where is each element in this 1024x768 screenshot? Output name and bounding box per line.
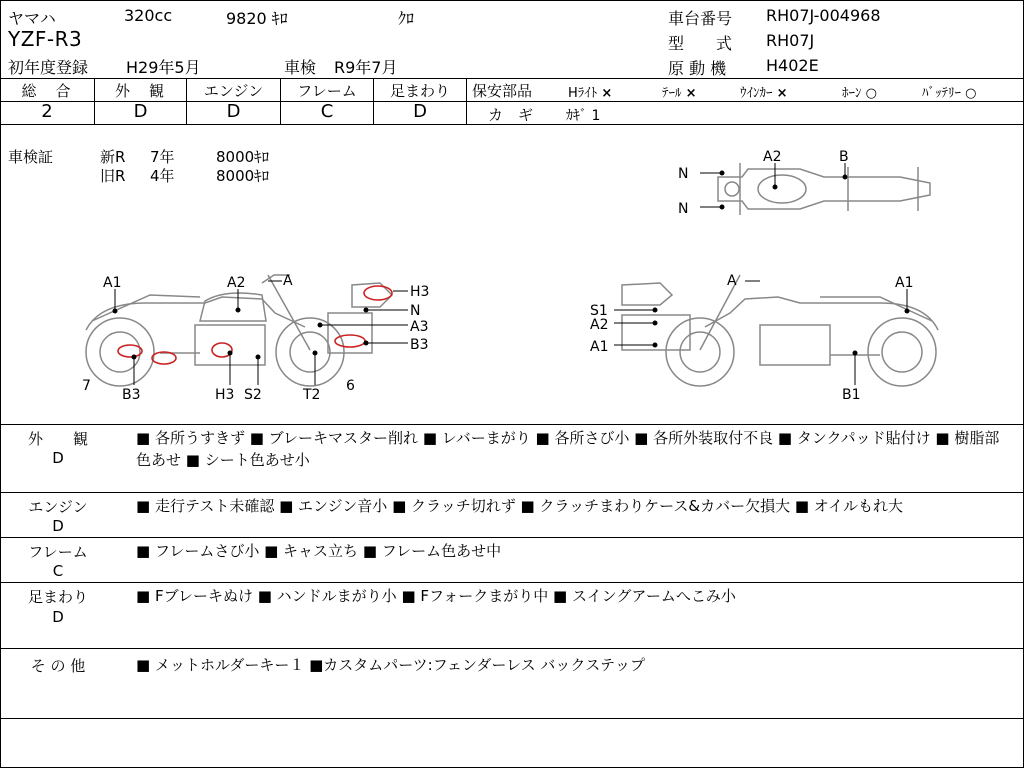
label-right-a1: A1	[895, 275, 914, 291]
cert-new-kind: 新R	[100, 148, 126, 166]
finding-category-other: そ の 他	[30, 657, 86, 675]
finding-category-suspension: 足まわり	[27, 588, 88, 606]
label-left-7: 7	[82, 378, 91, 394]
maker: ヤマハ	[8, 9, 56, 28]
frame-number-value: RH07J-004968	[766, 6, 881, 25]
engine-type-label: 原 動 機	[668, 59, 727, 78]
label-right-s1: S1	[590, 303, 608, 319]
frame-number-label: 車台番号	[668, 9, 733, 28]
label-left-a2: A2	[227, 275, 246, 291]
grade-suspension: D	[413, 101, 427, 122]
divider	[0, 424, 1024, 425]
grade-header-engine: エンジン	[203, 82, 264, 100]
cert-old-distance: 8000ｷﾛ	[216, 167, 270, 185]
safety-parts-label: 保安部品	[472, 82, 533, 100]
label-left-s2: S2	[244, 387, 262, 403]
divider	[0, 648, 1024, 649]
damage-mark	[152, 352, 176, 364]
finding-grade-exterior: D	[52, 449, 64, 467]
damage-mark	[364, 286, 392, 300]
finding-text-suspension: ■ Fブレーキぬけ ■ ハンドルまがり小 ■ Fフォークまがり中 ■ スイングアームへこみ小	[136, 587, 736, 605]
type-value: RH07J	[766, 31, 815, 50]
safety-horn: ﾎｰﾝ ○	[842, 86, 877, 101]
finding-grade-engine: D	[52, 517, 64, 535]
cert-old-kind: 旧R	[100, 167, 126, 185]
engine-type-value: H402E	[766, 56, 819, 75]
label-left-a: A	[283, 273, 293, 289]
finding-grade-suspension: D	[52, 608, 64, 626]
grade-header-overall: 総 合	[21, 82, 73, 100]
divider	[0, 718, 1024, 719]
cert-new-year: 7年	[150, 148, 175, 166]
label-left-h3-bottom: H3	[215, 387, 235, 403]
first-registration-label: 初年度登録	[8, 58, 89, 77]
certificate-label: 車検証	[8, 148, 54, 166]
grade-header-exterior: 外 観	[114, 82, 166, 100]
label-left-a3: A3	[410, 319, 429, 335]
model-name: YZF-R3	[8, 27, 83, 51]
finding-category-exterior: 外 観	[27, 430, 88, 448]
color: ｸﾛ	[398, 9, 415, 28]
grade-header-suspension: 足まわり	[389, 82, 450, 100]
label-left-a1: A1	[103, 275, 122, 291]
divider	[0, 582, 1024, 583]
finding-text-engine: ■ 走行テスト未確認 ■ エンジン音小 ■ クラッチ切れず ■ クラッチまわりケース&カバー欠損大 ■ オイルもれ大	[136, 497, 904, 515]
finding-category-engine: エンジン	[28, 498, 88, 516]
label-left-b3-right: B3	[410, 337, 429, 353]
label-left-n: N	[410, 303, 421, 319]
finding-grade-frame: C	[52, 562, 64, 580]
finding-category-frame: フレーム	[28, 543, 88, 561]
displacement: 320cc	[124, 6, 173, 25]
inspection-label: 車検	[284, 58, 317, 77]
divider	[0, 492, 1024, 493]
safety-battery: ﾊﾞｯﾃﾘｰ ○	[922, 86, 977, 101]
type-label: 型 式	[668, 34, 733, 53]
grade-exterior: D	[133, 101, 148, 122]
safety-winker: ｳｲﾝｶｰ ×	[740, 86, 788, 101]
label-right-b1: B1	[842, 387, 861, 403]
safety-headlight: Hﾗｲﾄ ×	[568, 86, 613, 101]
key-value: ｶｷﾞ 1	[566, 108, 601, 124]
damage-diagram	[0, 125, 1024, 423]
left-view-motorcycle	[86, 275, 392, 386]
grade-frame: C	[320, 101, 334, 122]
label-right-a: A	[727, 273, 737, 289]
finding-text-other: ■ メットホルダーキー１ ■カスタムパーツ:フェンダーレス バックステップ	[136, 656, 645, 674]
label-right-a1-left: A1	[590, 339, 609, 355]
first-registration-value: H29年5月	[126, 58, 201, 77]
label-top-n1: N	[678, 166, 689, 182]
damage-mark	[118, 345, 142, 357]
cert-new-distance: 8000ｷﾛ	[216, 148, 270, 166]
divider	[466, 78, 467, 124]
damage-mark	[335, 335, 365, 347]
grade-overall: 2	[41, 101, 53, 122]
label-top-b: B	[839, 149, 849, 165]
finding-text-frame: ■ フレームさび小 ■ キャス立ち ■ フレーム色あせ中	[136, 542, 502, 560]
mileage: 9820 ｷﾛ	[226, 9, 288, 28]
inspection-value: R9年7月	[334, 58, 398, 77]
label-left-6: 6	[346, 378, 355, 394]
cert-old-year: 4年	[150, 167, 175, 185]
grade-engine: D	[226, 101, 241, 122]
label-left-b3-bottom: B3	[122, 387, 141, 403]
top-view-motorcycle	[718, 163, 930, 215]
safety-tail: ﾃｰﾙ ×	[662, 86, 697, 101]
label-top-a2: A2	[763, 149, 782, 165]
key-label: カ ギ	[488, 106, 534, 124]
divider	[0, 78, 1024, 79]
label-top-n2: N	[678, 201, 689, 217]
label-left-h3: H3	[410, 284, 430, 300]
finding-text-exterior: ■ 各所うすきず ■ ブレーキマスター削れ ■ レバーまがり ■ 各所さび小 ■ 各所外装取付不良 ■ タンクパッド貼付け ■ 樹脂部色あせ ■ シート色あせ小	[136, 429, 1000, 469]
divider	[0, 537, 1024, 538]
label-left-t2: T2	[303, 387, 321, 403]
right-view-motorcycle	[622, 275, 938, 386]
grade-header-frame: フレーム	[297, 82, 357, 100]
label-right-a2: A2	[590, 317, 609, 333]
